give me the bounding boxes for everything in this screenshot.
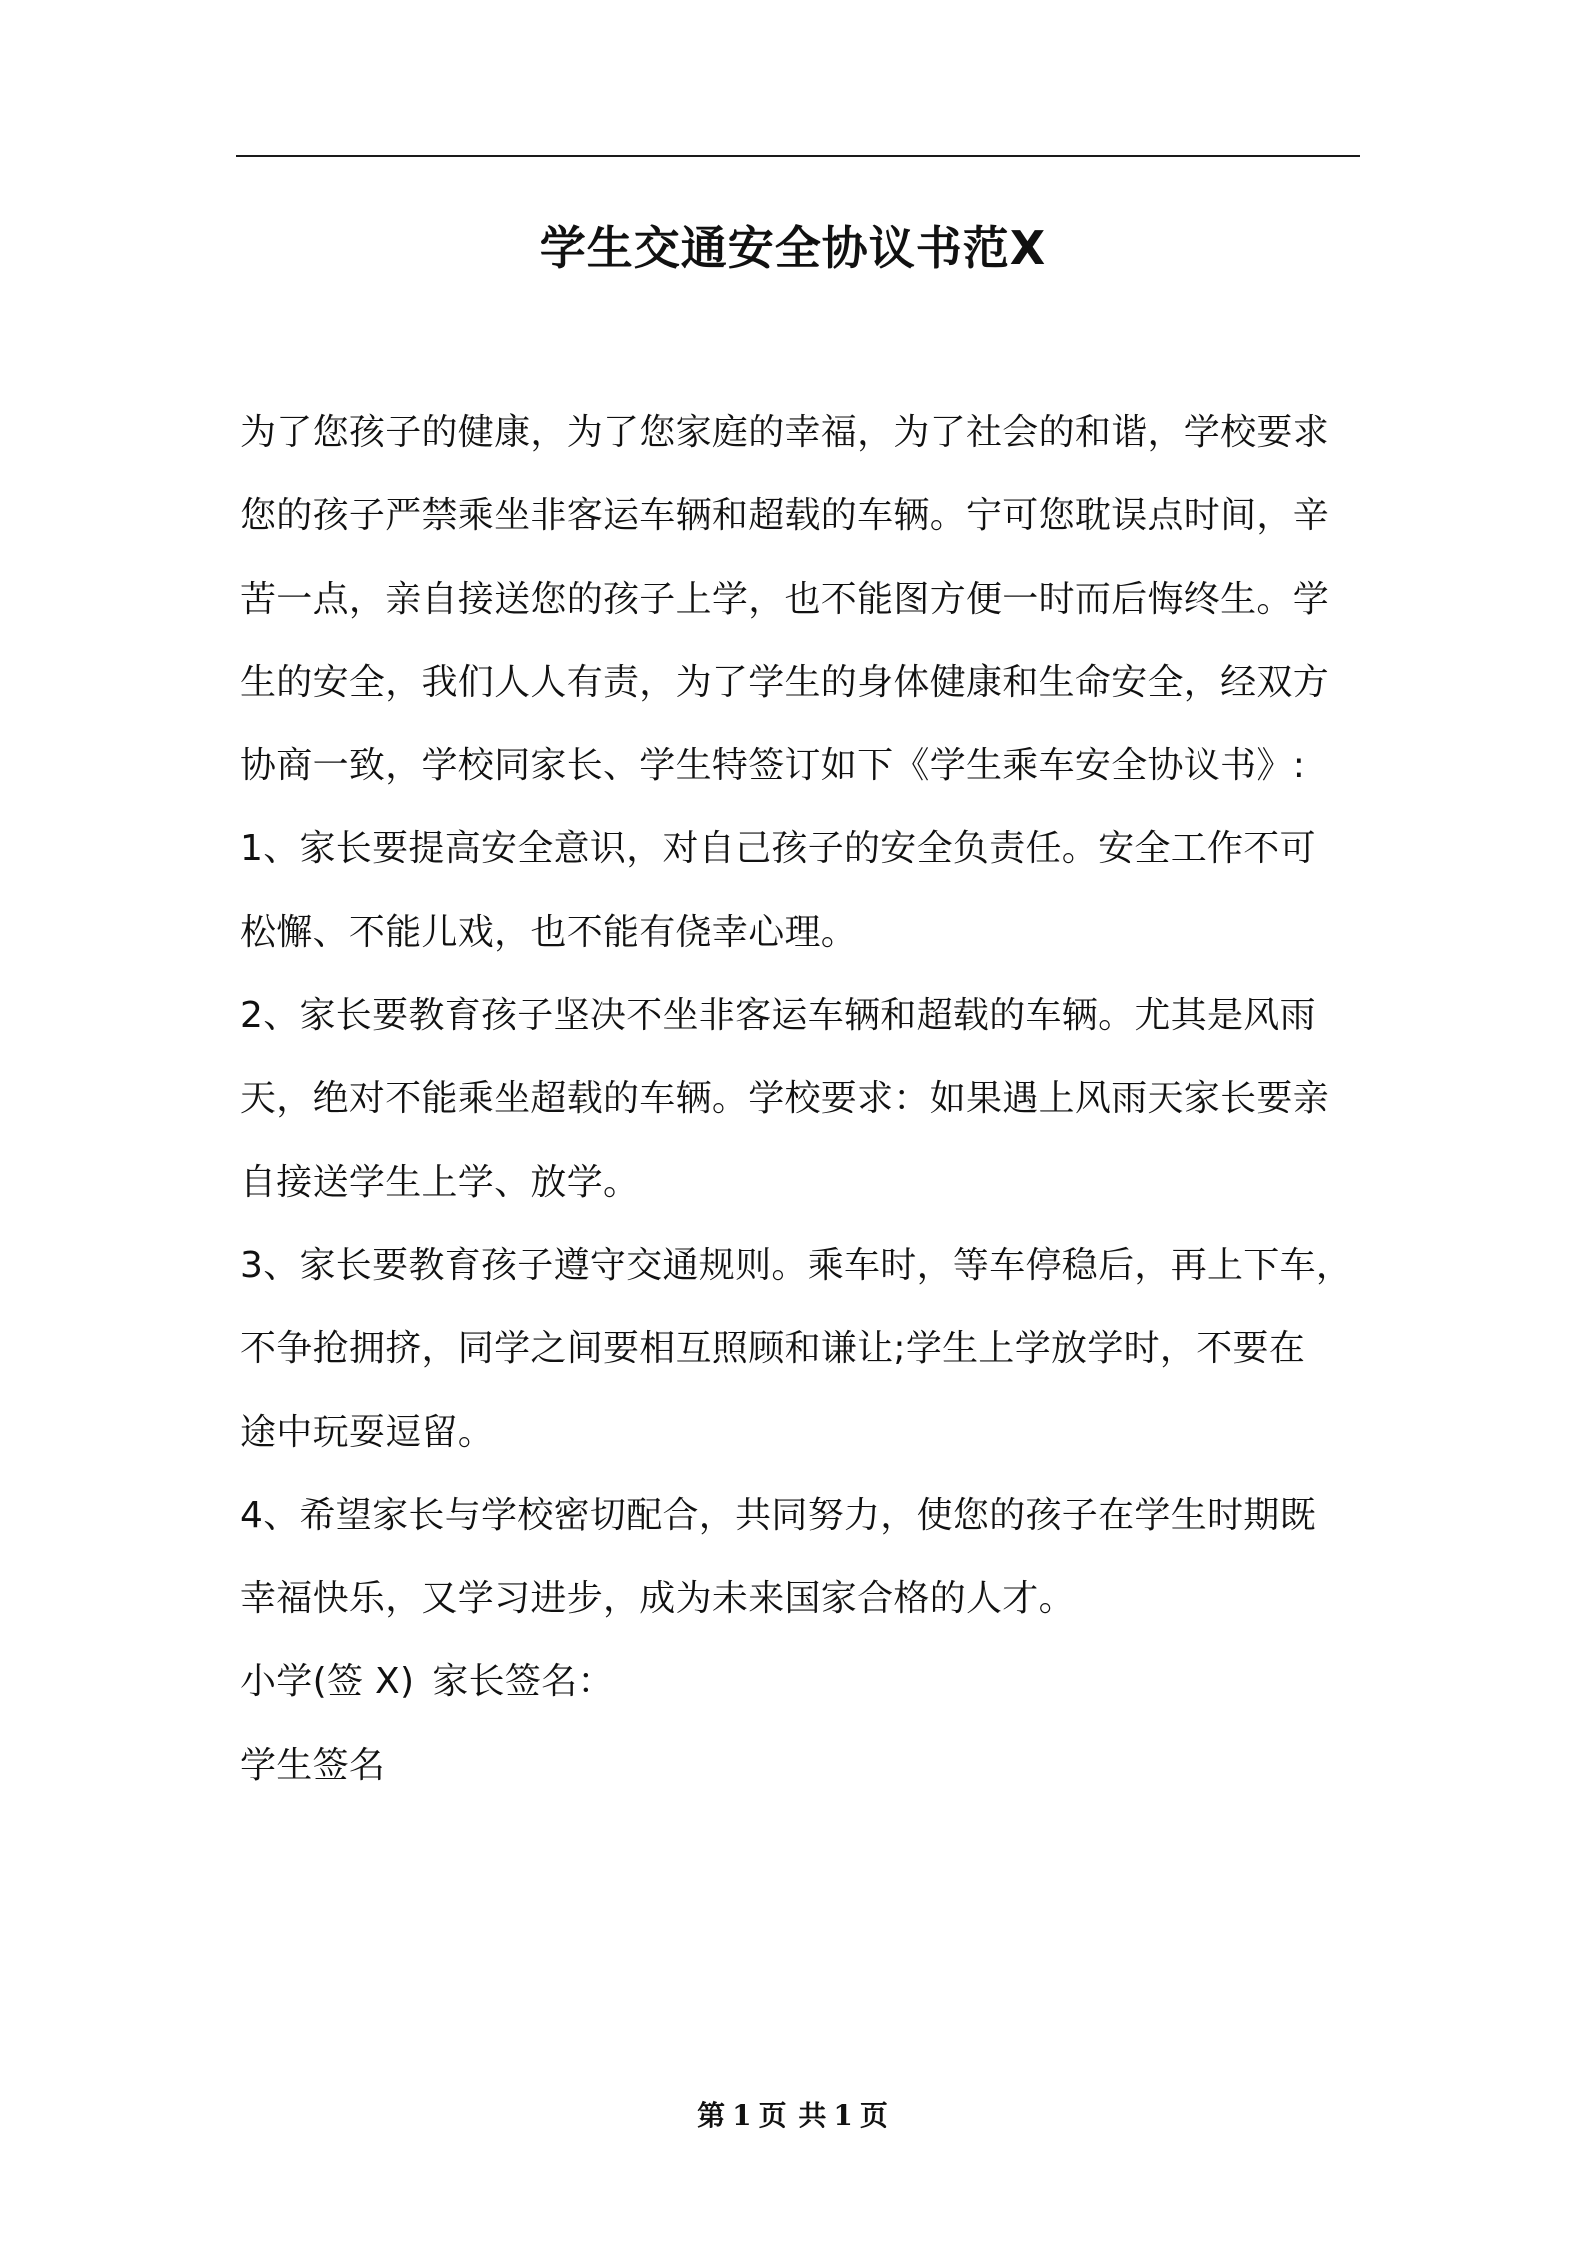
document-title: 学生交通安全协议书范X bbox=[539, 221, 1047, 275]
clause-3-line: 不争抢拥挤，同学之间要相互照顾和谦让;学生上学放学时，不要在 bbox=[240, 1328, 1306, 1370]
document-body bbox=[240, 408, 1380, 1824]
body-line: 您的孩子严禁乘坐非客运车辆和超载的车辆。宁可您耽误点时间，辛 bbox=[240, 495, 1330, 537]
clause-2-line: 天，绝对不能乘坐超载的车辆。学校要求：如果遇上风雨天家长要亲 bbox=[240, 1078, 1330, 1120]
signature-line bbox=[240, 1657, 1380, 1740]
clause-1-line: 松懈、不能儿戏，也不能有侥幸心理。 bbox=[240, 911, 858, 953]
school-signature-label: 小学(签 X) bbox=[240, 1661, 415, 1703]
header-rule bbox=[236, 155, 1360, 157]
clause-2-line: 2、家长要教育孩子坚决不坐非客运车辆和超载的车辆。尤其是风雨 bbox=[240, 995, 1316, 1037]
parent-signature-label: 家长签名： bbox=[432, 1661, 614, 1703]
clause-3-line: 途中玩耍逗留。 bbox=[240, 1411, 495, 1453]
student-signature-label: 学生签名 bbox=[240, 1744, 386, 1786]
clause-4-line: 幸福快乐，又学习进步，成为未来国家合格的人才。 bbox=[240, 1578, 1075, 1620]
clause-3-line: 3、家长要教育孩子遵守交通规则。乘车时，等车停稳后，再上下车， bbox=[240, 1244, 1353, 1286]
body-line: 苦一点，亲自接送您的孩子上学，也不能图方便一时而后悔终生。学 bbox=[240, 578, 1330, 620]
body-line: 生的安全，我们人人有责，为了学生的身体健康和生命安全，经双方 bbox=[240, 661, 1330, 703]
clause-1-line: 1、家长要提高安全意识，对自己孩子的安全负责任。安全工作不可 bbox=[240, 828, 1316, 870]
page-number: 第 1 页 共 1 页 bbox=[697, 2099, 889, 2132]
clause-2-line: 自接送学生上学、放学。 bbox=[240, 1161, 640, 1203]
body-line: 协商一致，学校同家长、学生特签订如下《学生乘车安全协议书》: bbox=[240, 745, 1306, 787]
body-line: 为了您孩子的健康，为了您家庭的幸福，为了社会的和谐，学校要求 bbox=[240, 412, 1330, 453]
clause-4-line: 4、希望家长与学校密切配合，共同努力，使您的孩子在学生时期既 bbox=[240, 1494, 1316, 1536]
